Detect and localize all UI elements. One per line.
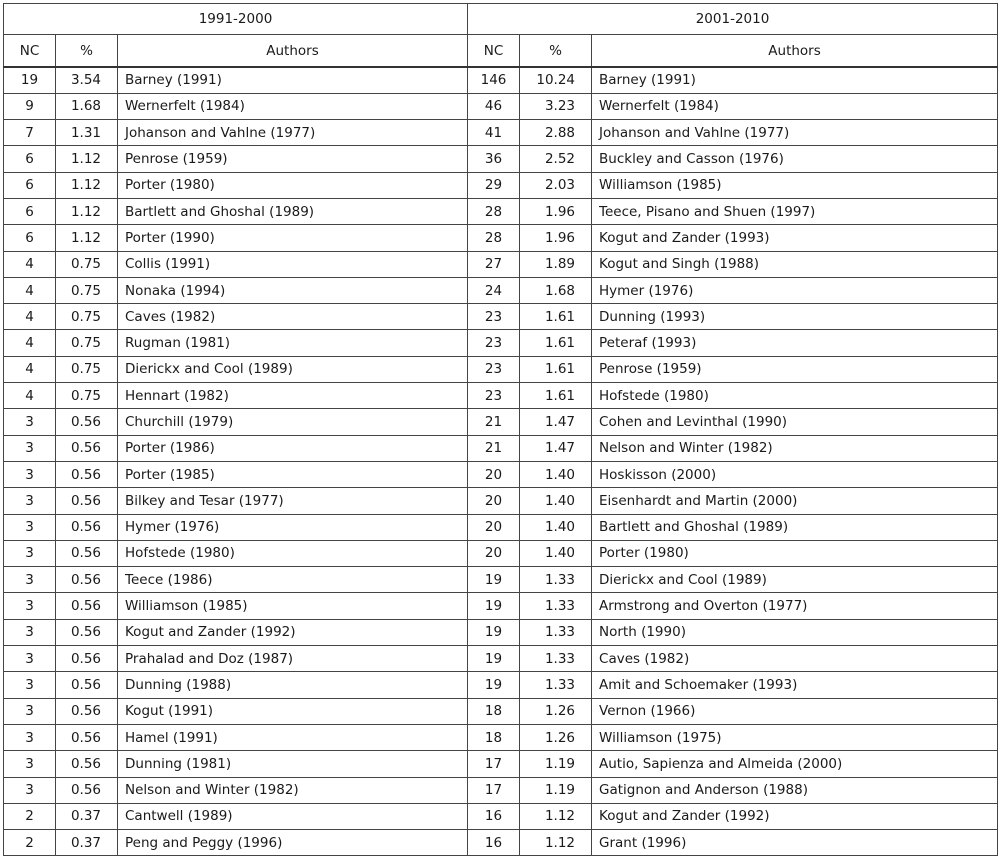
cell-authors-1991-2000: Dunning (1988) [118, 672, 468, 698]
cell-percent-1991-2000: 1.12 [56, 172, 118, 198]
cell-nc-2001-2010: 20 [468, 540, 520, 566]
cell-nc-1991-2000: 3 [4, 461, 56, 487]
cell-authors-1991-2000: Rugman (1981) [118, 330, 468, 356]
cell-percent-1991-2000: 0.56 [56, 567, 118, 593]
cell-nc-2001-2010: 146 [468, 67, 520, 93]
cell-percent-2001-2010: 1.19 [520, 751, 592, 777]
table-row [4, 251, 998, 277]
cell-nc-1991-2000: 3 [4, 567, 56, 593]
table-row [4, 225, 998, 251]
cell-authors-1991-2000: Prahalad and Doz (1987) [118, 646, 468, 672]
cell-nc-2001-2010: 36 [468, 146, 520, 172]
cell-authors-1991-2000: Hamel (1991) [118, 724, 468, 750]
cell-nc-1991-2000: 3 [4, 514, 56, 540]
cell-percent-1991-2000: 0.75 [56, 330, 118, 356]
cell-nc-2001-2010: 27 [468, 251, 520, 277]
cell-percent-2001-2010: 1.96 [520, 225, 592, 251]
cell-nc-1991-2000: 4 [4, 304, 56, 330]
cell-authors-1991-2000: Dunning (1981) [118, 751, 468, 777]
cell-authors-1991-2000: Peng and Peggy (1996) [118, 830, 468, 856]
cell-authors-1991-2000: Wernerfelt (1984) [118, 93, 468, 119]
citations-table [3, 3, 998, 856]
cell-percent-2001-2010: 1.47 [520, 409, 592, 435]
cell-nc-1991-2000: 9 [4, 93, 56, 119]
cell-percent-1991-2000: 0.56 [56, 646, 118, 672]
cell-authors-2001-2010: Caves (1982) [592, 646, 998, 672]
cell-authors-1991-2000: Hennart (1982) [118, 383, 468, 409]
cell-percent-1991-2000: 0.75 [56, 251, 118, 277]
cell-nc-2001-2010: 20 [468, 461, 520, 487]
table-row [4, 830, 998, 856]
col-header-authors-1: Authors [118, 35, 468, 68]
cell-nc-2001-2010: 18 [468, 698, 520, 724]
cell-nc-2001-2010: 28 [468, 225, 520, 251]
table-row [4, 567, 998, 593]
cell-percent-2001-2010: 1.12 [520, 830, 592, 856]
cell-percent-1991-2000: 1.12 [56, 225, 118, 251]
cell-percent-1991-2000: 0.56 [56, 409, 118, 435]
table-row [4, 593, 998, 619]
cell-authors-2001-2010: Johanson and Vahlne (1977) [592, 120, 998, 146]
cell-nc-1991-2000: 3 [4, 540, 56, 566]
cell-authors-1991-2000: Porter (1986) [118, 435, 468, 461]
cell-nc-1991-2000: 7 [4, 120, 56, 146]
cell-authors-1991-2000: Churchill (1979) [118, 409, 468, 435]
cell-percent-2001-2010: 1.61 [520, 304, 592, 330]
cell-authors-2001-2010: Hoskisson (2000) [592, 461, 998, 487]
table-row [4, 120, 998, 146]
cell-authors-2001-2010: North (1990) [592, 619, 998, 645]
col-header-authors-2: Authors [592, 35, 998, 68]
cell-nc-2001-2010: 19 [468, 567, 520, 593]
cell-percent-1991-2000: 0.37 [56, 803, 118, 829]
cell-nc-2001-2010: 46 [468, 93, 520, 119]
cell-percent-2001-2010: 1.33 [520, 567, 592, 593]
cell-percent-2001-2010: 1.40 [520, 488, 592, 514]
table-row [4, 277, 998, 303]
cell-authors-2001-2010: Hymer (1976) [592, 277, 998, 303]
cell-nc-2001-2010: 16 [468, 803, 520, 829]
table-row [4, 409, 998, 435]
cell-percent-1991-2000: 0.37 [56, 830, 118, 856]
cell-nc-2001-2010: 23 [468, 383, 520, 409]
period-header-1991-2000: 1991-2000 [4, 4, 468, 35]
table-row [4, 672, 998, 698]
cell-authors-2001-2010: Amit and Schoemaker (1993) [592, 672, 998, 698]
table-row [4, 646, 998, 672]
cell-percent-1991-2000: 0.56 [56, 540, 118, 566]
cell-nc-2001-2010: 19 [468, 646, 520, 672]
cell-authors-1991-2000: Teece (1986) [118, 567, 468, 593]
cell-nc-1991-2000: 3 [4, 593, 56, 619]
cell-authors-2001-2010: Wernerfelt (1984) [592, 93, 998, 119]
cell-authors-2001-2010: Kogut and Singh (1988) [592, 251, 998, 277]
cell-authors-2001-2010: Buckley and Casson (1976) [592, 146, 998, 172]
cell-nc-1991-2000: 6 [4, 198, 56, 224]
cell-nc-2001-2010: 20 [468, 488, 520, 514]
table-row [4, 488, 998, 514]
table-row [4, 304, 998, 330]
cell-nc-2001-2010: 41 [468, 120, 520, 146]
cell-nc-1991-2000: 3 [4, 698, 56, 724]
cell-authors-2001-2010: Teece, Pisano and Shuen (1997) [592, 198, 998, 224]
cell-authors-2001-2010: Dunning (1993) [592, 304, 998, 330]
cell-nc-1991-2000: 4 [4, 383, 56, 409]
cell-authors-2001-2010: Kogut and Zander (1992) [592, 803, 998, 829]
cell-nc-1991-2000: 3 [4, 777, 56, 803]
cell-percent-2001-2010: 1.26 [520, 724, 592, 750]
cell-nc-2001-2010: 18 [468, 724, 520, 750]
cell-authors-1991-2000: Porter (1980) [118, 172, 468, 198]
cell-authors-2001-2010: Barney (1991) [592, 67, 998, 93]
cell-authors-1991-2000: Bilkey and Tesar (1977) [118, 488, 468, 514]
cell-nc-1991-2000: 2 [4, 803, 56, 829]
cell-percent-2001-2010: 1.61 [520, 356, 592, 382]
table-row [4, 93, 998, 119]
cell-percent-2001-2010: 2.03 [520, 172, 592, 198]
period-header-2001-2010: 2001-2010 [468, 4, 998, 35]
cell-percent-1991-2000: 0.56 [56, 672, 118, 698]
cell-percent-1991-2000: 0.56 [56, 724, 118, 750]
cell-percent-1991-2000: 0.56 [56, 488, 118, 514]
cell-authors-1991-2000: Bartlett and Ghoshal (1989) [118, 198, 468, 224]
table-row [4, 540, 998, 566]
table-row [4, 751, 998, 777]
cell-nc-2001-2010: 17 [468, 751, 520, 777]
cell-percent-1991-2000: 1.12 [56, 146, 118, 172]
table-row [4, 172, 998, 198]
cell-authors-2001-2010: Autio, Sapienza and Almeida (2000) [592, 751, 998, 777]
cell-nc-1991-2000: 4 [4, 277, 56, 303]
col-header-pct-1: % [56, 35, 118, 68]
table-row [4, 383, 998, 409]
cell-percent-1991-2000: 0.56 [56, 461, 118, 487]
cell-authors-2001-2010: Dierickx and Cool (1989) [592, 567, 998, 593]
table-row [4, 67, 998, 93]
cell-percent-1991-2000: 0.75 [56, 356, 118, 382]
cell-nc-1991-2000: 3 [4, 646, 56, 672]
cell-percent-2001-2010: 1.33 [520, 672, 592, 698]
cell-nc-2001-2010: 29 [468, 172, 520, 198]
cell-percent-2001-2010: 1.68 [520, 277, 592, 303]
cell-percent-2001-2010: 3.23 [520, 93, 592, 119]
cell-authors-1991-2000: Hofstede (1980) [118, 540, 468, 566]
cell-nc-2001-2010: 23 [468, 356, 520, 382]
cell-nc-1991-2000: 3 [4, 724, 56, 750]
table-row [4, 803, 998, 829]
cell-nc-2001-2010: 20 [468, 514, 520, 540]
cell-nc-1991-2000: 4 [4, 330, 56, 356]
cell-authors-1991-2000: Hymer (1976) [118, 514, 468, 540]
table-body [4, 67, 998, 856]
cell-percent-1991-2000: 3.54 [56, 67, 118, 93]
cell-authors-2001-2010: Williamson (1975) [592, 724, 998, 750]
cell-nc-2001-2010: 19 [468, 593, 520, 619]
cell-nc-2001-2010: 23 [468, 304, 520, 330]
cell-authors-1991-2000: Caves (1982) [118, 304, 468, 330]
cell-percent-2001-2010: 1.61 [520, 330, 592, 356]
cell-nc-1991-2000: 2 [4, 830, 56, 856]
cell-percent-1991-2000: 0.56 [56, 593, 118, 619]
table-row [4, 461, 998, 487]
cell-nc-2001-2010: 16 [468, 830, 520, 856]
cell-authors-2001-2010: Armstrong and Overton (1977) [592, 593, 998, 619]
cell-authors-2001-2010: Porter (1980) [592, 540, 998, 566]
cell-percent-1991-2000: 0.56 [56, 698, 118, 724]
cell-percent-2001-2010: 1.33 [520, 593, 592, 619]
cell-nc-2001-2010: 28 [468, 198, 520, 224]
cell-percent-1991-2000: 1.31 [56, 120, 118, 146]
cell-percent-2001-2010: 1.33 [520, 646, 592, 672]
cell-nc-1991-2000: 3 [4, 619, 56, 645]
cell-authors-1991-2000: Johanson and Vahlne (1977) [118, 120, 468, 146]
cell-percent-1991-2000: 0.56 [56, 619, 118, 645]
cell-authors-1991-2000: Cantwell (1989) [118, 803, 468, 829]
table-row [4, 146, 998, 172]
cell-nc-1991-2000: 4 [4, 356, 56, 382]
cell-percent-1991-2000: 1.12 [56, 198, 118, 224]
cell-percent-2001-2010: 10.24 [520, 67, 592, 93]
cell-nc-2001-2010: 21 [468, 435, 520, 461]
cell-percent-1991-2000: 0.56 [56, 435, 118, 461]
cell-percent-2001-2010: 1.19 [520, 777, 592, 803]
cell-nc-1991-2000: 6 [4, 225, 56, 251]
cell-percent-1991-2000: 0.75 [56, 304, 118, 330]
cell-authors-1991-2000: Porter (1990) [118, 225, 468, 251]
cell-authors-2001-2010: Nelson and Winter (1982) [592, 435, 998, 461]
cell-percent-2001-2010: 1.33 [520, 619, 592, 645]
cell-authors-1991-2000: Kogut and Zander (1992) [118, 619, 468, 645]
cell-nc-1991-2000: 4 [4, 251, 56, 277]
cell-percent-1991-2000: 0.56 [56, 777, 118, 803]
cell-percent-2001-2010: 1.89 [520, 251, 592, 277]
table-row [4, 777, 998, 803]
cell-nc-2001-2010: 19 [468, 619, 520, 645]
cell-nc-1991-2000: 19 [4, 67, 56, 93]
cell-authors-1991-2000: Williamson (1985) [118, 593, 468, 619]
cell-percent-2001-2010: 1.61 [520, 383, 592, 409]
cell-authors-1991-2000: Porter (1985) [118, 461, 468, 487]
cell-authors-2001-2010: Grant (1996) [592, 830, 998, 856]
cell-percent-2001-2010: 1.40 [520, 540, 592, 566]
cell-percent-1991-2000: 0.56 [56, 514, 118, 540]
cell-authors-2001-2010: Williamson (1985) [592, 172, 998, 198]
table-row [4, 514, 998, 540]
table-row [4, 435, 998, 461]
cell-nc-1991-2000: 3 [4, 751, 56, 777]
col-header-nc-2: NC [468, 35, 520, 68]
cell-percent-1991-2000: 0.56 [56, 751, 118, 777]
cell-authors-2001-2010: Cohen and Levinthal (1990) [592, 409, 998, 435]
table-row [4, 724, 998, 750]
table-row [4, 619, 998, 645]
cell-percent-2001-2010: 2.88 [520, 120, 592, 146]
col-header-nc-1: NC [4, 35, 56, 68]
cell-nc-2001-2010: 21 [468, 409, 520, 435]
cell-authors-2001-2010: Penrose (1959) [592, 356, 998, 382]
table-row [4, 198, 998, 224]
cell-nc-2001-2010: 17 [468, 777, 520, 803]
cell-authors-2001-2010: Peteraf (1993) [592, 330, 998, 356]
cell-authors-1991-2000: Kogut (1991) [118, 698, 468, 724]
cell-authors-2001-2010: Gatignon and Anderson (1988) [592, 777, 998, 803]
cell-authors-1991-2000: Dierickx and Cool (1989) [118, 356, 468, 382]
cell-authors-1991-2000: Barney (1991) [118, 67, 468, 93]
cell-nc-1991-2000: 3 [4, 672, 56, 698]
cell-nc-1991-2000: 6 [4, 172, 56, 198]
cell-percent-1991-2000: 1.68 [56, 93, 118, 119]
cell-nc-1991-2000: 3 [4, 409, 56, 435]
cell-percent-2001-2010: 1.26 [520, 698, 592, 724]
table-row [4, 330, 998, 356]
cell-authors-2001-2010: Bartlett and Ghoshal (1989) [592, 514, 998, 540]
cell-percent-2001-2010: 1.96 [520, 198, 592, 224]
cell-percent-2001-2010: 1.47 [520, 435, 592, 461]
cell-authors-2001-2010: Kogut and Zander (1993) [592, 225, 998, 251]
cell-authors-1991-2000: Collis (1991) [118, 251, 468, 277]
cell-nc-1991-2000: 6 [4, 146, 56, 172]
cell-authors-2001-2010: Hofstede (1980) [592, 383, 998, 409]
cell-nc-2001-2010: 19 [468, 672, 520, 698]
citations-table-container [3, 3, 998, 856]
cell-authors-2001-2010: Eisenhardt and Martin (2000) [592, 488, 998, 514]
cell-percent-2001-2010: 1.12 [520, 803, 592, 829]
cell-percent-2001-2010: 2.52 [520, 146, 592, 172]
cell-nc-2001-2010: 24 [468, 277, 520, 303]
cell-nc-2001-2010: 23 [468, 330, 520, 356]
cell-percent-1991-2000: 0.75 [56, 277, 118, 303]
cell-nc-1991-2000: 3 [4, 435, 56, 461]
table-row [4, 698, 998, 724]
cell-authors-1991-2000: Nelson and Winter (1982) [118, 777, 468, 803]
cell-percent-1991-2000: 0.75 [56, 383, 118, 409]
cell-percent-2001-2010: 1.40 [520, 514, 592, 540]
cell-nc-1991-2000: 3 [4, 488, 56, 514]
col-header-pct-2: % [520, 35, 592, 68]
cell-authors-1991-2000: Penrose (1959) [118, 146, 468, 172]
cell-authors-1991-2000: Nonaka (1994) [118, 277, 468, 303]
table-row [4, 356, 998, 382]
cell-authors-2001-2010: Vernon (1966) [592, 698, 998, 724]
cell-percent-2001-2010: 1.40 [520, 461, 592, 487]
